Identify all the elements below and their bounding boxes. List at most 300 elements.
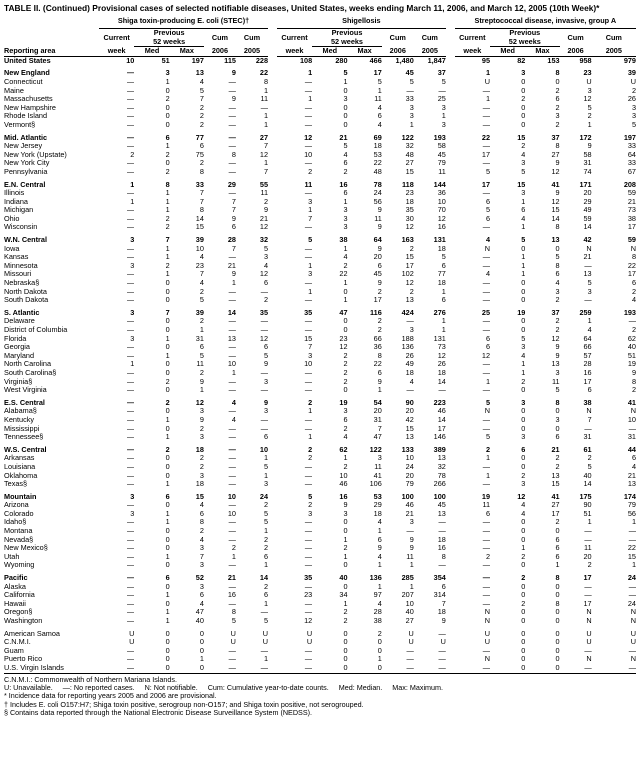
- value-cell: 0: [490, 664, 525, 673]
- value-cell: 4: [377, 103, 382, 112]
- col-current: Current: [459, 32, 486, 42]
- value-cell: 9: [377, 223, 382, 232]
- value-cell: 2: [343, 167, 348, 176]
- value-cell: 208: [623, 180, 636, 189]
- value-cell: 2: [555, 454, 560, 463]
- value-cell: 0: [555, 655, 560, 664]
- table-row: [4, 223, 636, 232]
- value-cell: 31: [627, 433, 636, 442]
- value-cell: 21: [227, 574, 236, 583]
- value-cell: 4: [231, 415, 236, 424]
- value-cell: 0: [165, 317, 170, 326]
- value-cell: 13: [551, 236, 560, 245]
- value-cell: 15: [551, 480, 560, 489]
- value-cell: 23: [405, 189, 414, 198]
- value-cell: 6: [441, 582, 446, 591]
- value-cell: 12: [339, 343, 348, 352]
- value-cell: 1,480: [395, 56, 414, 65]
- value-cell: 122: [369, 445, 382, 454]
- reporting-area-cell: American Samoa: [4, 629, 60, 638]
- value-cell: 6: [343, 189, 348, 198]
- value-cell: N: [630, 608, 636, 617]
- value-cell: —: [455, 664, 490, 673]
- value-cell: 18: [373, 509, 382, 518]
- value-cell: —: [584, 591, 592, 600]
- value-cell: 5: [587, 462, 592, 471]
- col-max: Max: [525, 47, 559, 57]
- value-cell: 8: [555, 69, 560, 78]
- value-cell: —: [414, 664, 446, 673]
- value-cell: 45: [437, 501, 446, 510]
- value-cell: 12: [259, 223, 269, 232]
- value-cell: 0: [521, 617, 526, 625]
- value-cell: 19: [517, 308, 526, 317]
- value-cell: 1: [231, 279, 236, 288]
- value-cell: 1: [485, 377, 491, 386]
- value-cell: 4: [199, 253, 204, 262]
- value-cell: —: [127, 244, 135, 253]
- col-previous: Previous 52 weeks: [134, 29, 204, 47]
- reporting-area-cell: E.N. Central: [4, 180, 46, 189]
- value-cell: 1: [199, 655, 204, 664]
- value-cell: 2: [263, 544, 269, 553]
- value-cell: 0: [521, 407, 526, 416]
- reporting-area-cell: Alabama§: [4, 407, 37, 416]
- value-cell: 0: [343, 646, 348, 655]
- value-cell: 1: [130, 197, 135, 206]
- value-cell: 9: [587, 142, 592, 151]
- value-cell: —: [277, 664, 312, 673]
- value-cell: 5: [485, 206, 491, 215]
- value-cell: 5: [555, 386, 560, 395]
- value-cell: 3: [165, 69, 170, 78]
- value-cell: —: [482, 599, 491, 608]
- value-cell: 0: [165, 561, 170, 570]
- value-cell: —: [127, 296, 135, 305]
- value-cell: 3: [409, 103, 414, 112]
- value-cell: 1: [263, 655, 269, 664]
- value-cell: 15: [405, 253, 414, 262]
- value-cell: 12: [259, 150, 269, 159]
- value-cell: 17: [627, 223, 636, 232]
- value-cell: 266: [433, 480, 446, 489]
- value-cell: —: [260, 326, 269, 334]
- value-cell: 5: [308, 492, 313, 501]
- value-cell: N: [484, 407, 491, 416]
- value-cell: 7: [308, 343, 313, 352]
- value-cell: 0: [165, 646, 170, 655]
- value-cell: —: [438, 561, 446, 570]
- value-cell: —: [482, 518, 491, 527]
- value-cell: 35: [304, 574, 313, 583]
- value-cell: 11: [260, 189, 269, 198]
- value-cell: 1: [587, 518, 592, 527]
- table-row: [4, 553, 636, 562]
- table-row: [4, 608, 636, 617]
- reporting-area-cell: U.S. Virgin Islands: [4, 664, 99, 673]
- value-cell: 0: [165, 287, 170, 296]
- value-cell: —: [482, 360, 491, 369]
- col-med: Med: [490, 47, 525, 57]
- value-cell: 33: [627, 142, 636, 151]
- col-year: 2006: [382, 47, 414, 57]
- value-cell: 197: [191, 56, 204, 65]
- value-cell: U: [129, 638, 135, 647]
- reporting-area-cell: Nebraska§: [4, 279, 40, 288]
- value-cell: 1: [263, 159, 269, 168]
- value-cell: —: [304, 535, 313, 544]
- value-cell: 31: [583, 433, 592, 442]
- value-cell: 0: [165, 159, 170, 168]
- value-cell: —: [304, 608, 313, 617]
- value-cell: 16: [437, 223, 446, 232]
- value-cell: —: [228, 317, 236, 326]
- value-cell: 11: [552, 377, 560, 386]
- value-cell: 0: [521, 317, 526, 326]
- value-cell: 10: [339, 471, 348, 480]
- value-cell: 8: [631, 253, 636, 262]
- value-cell: 0: [377, 646, 382, 655]
- value-cell: 0: [199, 646, 204, 655]
- value-cell: —: [127, 206, 135, 215]
- value-cell: 1: [377, 655, 382, 664]
- value-cell: 15: [517, 133, 526, 142]
- value-cell: 38: [339, 236, 348, 245]
- value-cell: 2: [199, 159, 204, 168]
- value-cell: 13: [583, 270, 592, 279]
- value-cell: U: [630, 638, 636, 647]
- value-cell: 16: [339, 180, 348, 189]
- value-cell: 193: [623, 308, 636, 317]
- value-cell: —: [304, 655, 313, 664]
- col-year: 2005: [414, 47, 446, 57]
- value-cell: 2: [521, 574, 526, 583]
- value-cell: 66: [373, 334, 382, 343]
- value-cell: 29: [227, 180, 236, 189]
- value-cell: —: [228, 112, 236, 121]
- col-previous: Previous 52 weeks: [312, 29, 382, 47]
- value-cell: 14: [551, 214, 560, 223]
- value-cell: 18: [195, 445, 204, 454]
- value-cell: 0: [521, 608, 526, 617]
- value-cell: 59: [627, 189, 636, 198]
- value-cell: 2: [631, 326, 636, 334]
- value-cell: —: [228, 480, 236, 489]
- reporting-area-cell: S. Atlantic: [4, 308, 40, 317]
- value-cell: 33: [405, 95, 414, 104]
- reporting-area-cell: New Jersey: [4, 142, 43, 151]
- value-cell: 0: [521, 296, 526, 305]
- col-year: 2006: [560, 47, 592, 57]
- value-cell: —: [127, 544, 135, 553]
- value-cell: 1: [485, 95, 491, 104]
- value-cell: —: [127, 133, 135, 142]
- value-cell: —: [127, 189, 135, 198]
- value-cell: 2: [555, 86, 560, 95]
- value-cell: —: [304, 646, 313, 655]
- value-cell: 2: [308, 501, 313, 510]
- value-cell: 62: [339, 445, 348, 454]
- value-cell: 9: [555, 343, 560, 352]
- value-cell: 3: [199, 407, 204, 416]
- value-cell: 5: [587, 103, 592, 112]
- value-cell: 79: [405, 480, 414, 489]
- value-cell: 118: [402, 180, 414, 189]
- value-cell: 0: [343, 86, 348, 95]
- value-cell: —: [482, 415, 491, 424]
- value-cell: 22: [339, 270, 348, 279]
- table-title: TABLE II. (Continued) Provisional cases of selected notifiable diseases, United States, weeks ending March 11, 2006, and March 12, 2005 (10th Week)*: [4, 3, 600, 13]
- value-cell: 17: [627, 270, 636, 279]
- value-cell: 11: [260, 95, 269, 104]
- value-cell: 0: [343, 582, 348, 591]
- value-cell: 354: [433, 574, 446, 583]
- value-cell: 0: [343, 638, 348, 647]
- value-cell: 37: [551, 308, 560, 317]
- value-cell: —: [304, 317, 313, 326]
- value-cell: —: [127, 535, 135, 544]
- value-cell: 106: [369, 480, 382, 489]
- value-cell: —: [127, 424, 135, 433]
- value-cell: 0: [555, 638, 560, 647]
- reporting-area-cell: Maine: [4, 86, 24, 95]
- value-cell: 4: [485, 270, 491, 279]
- col-week: week: [455, 47, 490, 57]
- value-cell: 1,847: [427, 56, 446, 65]
- value-cell: 2: [263, 535, 269, 544]
- reporting-area-cell: New Hampshire: [4, 103, 56, 112]
- value-cell: 0: [555, 77, 560, 86]
- value-cell: 40: [195, 617, 204, 625]
- value-cell: 10: [195, 244, 204, 253]
- value-cell: 2: [485, 445, 491, 454]
- value-cell: —: [482, 296, 491, 305]
- value-cell: 4: [199, 77, 204, 86]
- value-cell: 15: [195, 223, 204, 232]
- value-cell: 2: [409, 287, 414, 296]
- value-cell: N: [630, 617, 636, 625]
- value-cell: 21: [583, 253, 592, 262]
- value-cell: —: [406, 655, 414, 664]
- value-cell: 1: [441, 287, 446, 296]
- value-cell: 0: [165, 103, 170, 112]
- value-cell: 175: [579, 492, 592, 501]
- value-cell: 14: [583, 480, 592, 489]
- value-cell: 28: [227, 236, 236, 245]
- value-cell: 37: [551, 133, 560, 142]
- value-cell: —: [482, 86, 491, 95]
- value-cell: 2: [377, 629, 382, 638]
- value-cell: 13: [405, 296, 414, 305]
- value-cell: 6: [631, 454, 636, 463]
- value-cell: 131: [433, 334, 446, 343]
- value-cell: 7: [199, 189, 204, 198]
- value-cell: 10: [227, 492, 236, 501]
- value-cell: —: [438, 527, 446, 536]
- value-cell: 5: [521, 236, 526, 245]
- value-cell: 0: [521, 591, 526, 600]
- value-cell: —: [127, 552, 135, 561]
- value-cell: —: [438, 518, 446, 527]
- reporting-area-cell: Oklahoma: [4, 471, 38, 480]
- value-cell: 1: [631, 561, 636, 570]
- value-cell: 23: [304, 591, 313, 600]
- value-cell: —: [438, 655, 446, 664]
- value-cell: 40: [405, 608, 414, 617]
- value-cell: —: [304, 112, 313, 121]
- value-cell: U: [306, 638, 313, 647]
- value-cell: 24: [405, 462, 414, 471]
- value-cell: 0: [312, 664, 347, 673]
- value-cell: 16: [583, 368, 592, 377]
- reporting-area-cell: Indiana: [4, 197, 28, 206]
- value-cell: 3: [263, 377, 269, 386]
- group-header-strep: Streptococcal disease, invasive, group A: [455, 16, 636, 29]
- value-cell: 10: [259, 445, 269, 454]
- value-cell: —: [304, 415, 313, 424]
- table-row: [4, 87, 636, 96]
- value-cell: —: [584, 582, 592, 591]
- value-cell: 9: [409, 544, 414, 553]
- value-cell: 7: [231, 197, 236, 206]
- value-cell: —: [304, 480, 313, 489]
- value-cell: 8: [263, 77, 269, 86]
- value-cell: 11: [304, 180, 313, 189]
- value-cell: 1: [343, 279, 348, 288]
- value-cell: 100: [433, 492, 446, 501]
- value-cell: —: [228, 462, 236, 471]
- value-cell: —: [127, 501, 135, 510]
- value-cell: 28: [583, 360, 592, 369]
- value-cell: —: [584, 535, 592, 544]
- value-cell: 66: [583, 343, 592, 352]
- col-previous: Previous 52 weeks: [490, 29, 560, 47]
- value-cell: 9: [555, 189, 560, 198]
- value-cell: 21: [627, 197, 636, 206]
- value-cell: 3: [199, 582, 204, 591]
- value-cell: 1: [263, 454, 269, 463]
- value-cell: 1: [308, 287, 313, 296]
- value-cell: 10: [227, 360, 236, 369]
- value-cell: 11: [374, 214, 382, 223]
- value-cell: 4: [521, 351, 526, 360]
- value-cell: 15: [304, 334, 313, 343]
- value-cell: 0: [555, 424, 560, 433]
- value-cell: 16: [227, 591, 236, 600]
- value-cell: —: [127, 582, 135, 591]
- value-cell: 4: [231, 398, 236, 407]
- region-row: [4, 69, 636, 78]
- value-cell: 17: [551, 509, 560, 518]
- value-cell: 153: [547, 56, 560, 65]
- value-cell: 6: [377, 368, 382, 377]
- table-row: [4, 638, 636, 647]
- value-cell: —: [228, 326, 236, 334]
- value-cell: 0: [199, 638, 204, 647]
- value-cell: 0: [555, 527, 560, 536]
- value-cell: 24: [627, 599, 636, 608]
- value-cell: 2: [165, 261, 170, 270]
- value-cell: —: [127, 599, 135, 608]
- table-row: [4, 262, 636, 271]
- value-cell: —: [260, 317, 269, 326]
- value-cell: 0: [521, 279, 526, 288]
- value-cell: 7: [199, 270, 204, 279]
- value-cell: 207: [401, 591, 414, 600]
- value-cell: 20: [405, 471, 414, 480]
- value-cell: 31: [583, 159, 592, 168]
- value-cell: 4: [377, 518, 382, 527]
- value-cell: —: [304, 424, 313, 433]
- value-cell: 13: [551, 471, 560, 480]
- value-cell: —: [260, 424, 269, 433]
- value-cell: 2: [343, 608, 348, 617]
- value-cell: 3: [409, 112, 414, 121]
- value-cell: 0: [165, 462, 170, 471]
- value-cell: 1: [521, 360, 526, 369]
- value-cell: —: [482, 480, 491, 489]
- value-cell: 8: [199, 206, 204, 215]
- value-cell: 0: [521, 629, 526, 638]
- value-cell: 2: [199, 120, 204, 129]
- value-cell: 2: [343, 617, 348, 625]
- col-week: week: [277, 47, 312, 57]
- value-cell: 0: [343, 527, 348, 536]
- value-cell: 0: [165, 629, 170, 638]
- value-cell: 3: [409, 518, 414, 527]
- value-cell: 16: [339, 492, 348, 501]
- value-cell: 1: [377, 386, 382, 395]
- value-cell: 116: [369, 308, 382, 317]
- value-cell: 5: [263, 518, 269, 527]
- value-cell: 0: [521, 454, 526, 463]
- value-cell: 1: [165, 142, 170, 151]
- reporting-area-cell: Wyoming: [4, 561, 35, 570]
- reporting-area-cell: New York City: [4, 159, 50, 168]
- value-cell: U: [230, 638, 236, 647]
- value-cell: 0: [521, 415, 526, 424]
- value-cell: 2: [631, 86, 636, 95]
- value-cell: 9: [377, 206, 382, 215]
- table-row: [4, 544, 636, 553]
- value-cell: —: [482, 561, 491, 570]
- value-cell: —: [304, 471, 313, 480]
- value-cell: 285: [401, 574, 414, 583]
- col-cum: Cum: [605, 32, 622, 42]
- value-cell: 53: [373, 492, 382, 501]
- value-cell: —: [228, 142, 236, 151]
- value-cell: 1: [165, 415, 170, 424]
- value-cell: —: [228, 377, 236, 386]
- value-cell: —: [304, 518, 313, 527]
- value-cell: 4: [521, 509, 526, 518]
- value-cell: 8: [555, 142, 560, 151]
- value-cell: 3: [199, 544, 204, 553]
- value-cell: 3: [308, 351, 313, 360]
- value-cell: 10: [304, 360, 313, 369]
- value-cell: —: [127, 561, 135, 570]
- value-cell: 1: [343, 599, 348, 608]
- value-cell: 1: [130, 360, 135, 369]
- value-cell: 7: [199, 95, 204, 104]
- table-row: [4, 206, 636, 215]
- col-current: Current: [281, 32, 308, 42]
- value-cell: 49: [583, 206, 592, 215]
- value-cell: 1: [521, 197, 526, 206]
- value-cell: —: [228, 77, 236, 86]
- value-cell: 21: [551, 445, 560, 454]
- value-cell: —: [406, 646, 414, 655]
